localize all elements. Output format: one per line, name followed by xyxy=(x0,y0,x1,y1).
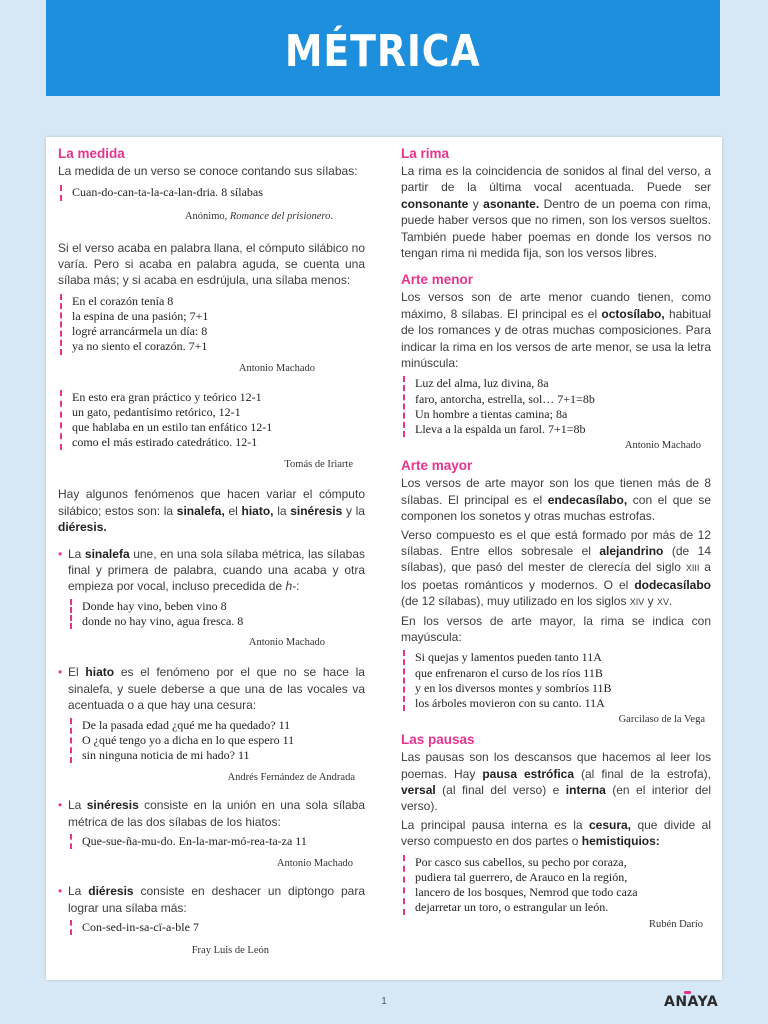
sineresis-text: La sinéresis consiste en la unión en una sola sílaba métrica de las dos sílabas de los hiatos: xyxy=(68,798,365,829)
verse-line: pudiera tal guerrero, de Arauco en la región, xyxy=(415,869,628,884)
sinalefa-text: La sinalefa une, en una sola sílaba métrica, las sílabas final y primera de palabra, cuando una acaba y otra empieza por vocal, incluso precedida de h-: xyxy=(68,546,365,594)
verse-line: De la pasada edad ¿qué me ha quedado? 11 xyxy=(82,717,291,732)
verse-attribution: Anónimo, Romance del prisionero. xyxy=(184,210,333,222)
verse-line: En esto era gran práctico y teórico 12-1 xyxy=(72,389,262,404)
verse-example xyxy=(70,718,365,764)
verse-example xyxy=(70,920,365,935)
title-banner xyxy=(46,0,720,96)
verse-example xyxy=(403,650,711,711)
verse-line: los árboles movieron con su canto. 11A xyxy=(415,695,605,710)
heading-la-medida: La medida xyxy=(58,146,125,161)
verse-attribution: Tomás de Iriarte xyxy=(284,459,353,471)
verse-line: Si quejas y lamentos pueden tanto 11A xyxy=(415,650,602,665)
verse-line: y en los diversos montes y sombríos 11B xyxy=(415,680,612,695)
heading-arte-menor: Arte menor xyxy=(401,272,474,288)
bullet-sineresis xyxy=(58,797,365,869)
bullet-hiato xyxy=(58,664,365,783)
verse-attribution: Andrés Fernández de Andrada xyxy=(227,772,355,784)
medida-intro: La medida de un verso se conoce contando sus sílabas: xyxy=(58,164,358,178)
verse-line: Por casco sus cabellos, su pecho por coraza, xyxy=(415,854,627,869)
verse-line: Lleva a la espalda un farol. 7+1=8b xyxy=(415,422,586,437)
heading-arte-mayor: Arte mayor xyxy=(401,458,473,474)
verse-line: un gato, pedantísimo retórico, 12-1 xyxy=(72,404,241,419)
arte-mayor-p3: En los versos de arte mayor, la rima se indica con mayúscula: xyxy=(401,613,711,644)
content-card xyxy=(46,137,722,980)
verse-line: ya no siento el corazón. 7+1 xyxy=(72,339,208,354)
verse-attribution: Antonio Machado xyxy=(238,362,315,374)
verse-line: Con-sed-in-sa-cï-a-ble 7 xyxy=(82,919,199,934)
verse-attribution: Rubén Darío xyxy=(649,919,703,931)
heading-las-pausas: Las pausas xyxy=(401,732,475,748)
section-arte-menor xyxy=(401,271,711,451)
verse-attribution: Antonio Machado xyxy=(276,858,353,870)
page-title: MÉTRICA xyxy=(285,25,481,77)
left-column xyxy=(58,145,365,956)
pausas-p1: Las pausas son los descansos que hacemos al leer los poemas. Hay pausa estrófica (al final de la estrofa), versal (al final del verso) e interna (en el interior del verso). xyxy=(401,750,711,814)
verse-example xyxy=(70,599,365,629)
verse-attribution: Antonio Machado xyxy=(248,637,325,649)
verse-example xyxy=(403,855,711,916)
heading-la-rima: La rima xyxy=(401,146,450,161)
bullet-dot: • xyxy=(58,546,63,561)
bullet-sinalefa xyxy=(58,546,365,649)
section-arte-mayor xyxy=(401,457,711,725)
verse-example xyxy=(70,834,365,849)
verse-line: sin ninguna noticia de mi hado? 11 xyxy=(82,747,250,762)
fenomenos-paragraph: Hay algunos fenómenos que hacen variar el cómputo silábico; estos son: la sinalefa, el hiato, la sinéresis y la diéresis. xyxy=(58,487,365,535)
verse-line: En el corazón tenía 8 xyxy=(72,293,174,308)
verse-line: Luz del alma, luz divina, 8a xyxy=(415,376,549,391)
verse-line: que hablaba en un estilo tan enfático 12-1 xyxy=(72,420,273,435)
rima-text: La rima es la coincidencia de sonidos al final del verso, a partir de la última vocal acentuada. Puede ser consonante y asonante. Dentro de un poema con rima, puede haber versos que no rimen, son los versos sueltos. También puede haber poemas en donde los versos no tengan rima ni medida fija, son los versos libres. xyxy=(401,164,712,261)
verse-line: que enfrenaron el curso de los ríos 11B xyxy=(415,665,603,680)
bullet-dot: • xyxy=(58,665,63,680)
verse-line: Un hombre a tientas camina; 8a xyxy=(415,406,568,421)
verse-attribution: Garcilaso de la Vega xyxy=(618,714,705,726)
arte-mayor-p2: Verso compuesto es el que está formado por más de 12 sílabas. Entre ellos sobresale el alejandrino (de 14 sílabas), que pasó del mester de clerecía del siglo XIII a los poetas románticos y modernos. O el dodecasílabo (de 12 sílabas), muy utilizado en los siglos XIV y XV. xyxy=(401,527,711,609)
section-la-medida xyxy=(58,145,365,536)
hiato-text: El hiato es el fenómeno por el que no se hace la sinalefa, y suele deberse a que una de las vocales va acentuada o a que hay una cesura: xyxy=(68,665,365,713)
section-la-rima xyxy=(401,145,711,261)
publisher-logo: ANAYA xyxy=(664,994,719,1010)
verse-line: O ¿qué tengo yo a dicha en lo que espero 11 xyxy=(82,732,295,747)
verse-line: lancero de los bosques, Nemrod que todo caza xyxy=(415,885,638,899)
verse-line: dejarretar un toro, o estrangular un león. xyxy=(415,900,609,915)
verse-line: Cuan-do-can-ta-la-ca-lan-dria. 8 sílabas xyxy=(72,185,263,200)
arte-mayor-p1: Los versos de arte mayor son los que tienen más de 8 sílabas. El principal es el endecasílabo, con el que se componen los sonetos y otras muchas estrofas. xyxy=(401,476,712,524)
dieresis-text: La diéresis consiste en deshacer un diptongo para lograr una sílaba más: xyxy=(68,884,365,915)
verse-example xyxy=(403,376,711,437)
verse-line: Donde hay vino, beben vino 8 xyxy=(82,598,227,613)
bullet-dot: • xyxy=(58,884,63,899)
verse-example xyxy=(60,294,365,355)
verse-line: donde no hay vino, agua fresca. 8 xyxy=(82,614,244,629)
verse-example xyxy=(60,390,365,451)
section-las-pausas xyxy=(401,731,711,930)
arte-menor-text: Los versos son de arte menor cuando tienen, como máximo, 8 sílabas. El principal es el octosílabo, habitual de los romances y de otras muchas composiciones. Para indicar la rima en los versos de arte menor, se usa la letra minúscula: xyxy=(401,290,711,371)
verse-line: faro, antorcha, estrella, sol… 7+1=8b xyxy=(415,391,595,406)
bullet-dieresis xyxy=(58,883,365,956)
verse-line: Que-sue-ña-mu-do. En-la-mar-mó-rea-ta-za 11 xyxy=(82,833,307,848)
verse-example xyxy=(60,185,365,200)
page-number: 1 xyxy=(381,996,387,1007)
verse-line: la espina de una pasión; 7+1 xyxy=(72,309,209,324)
verse-attribution: Antonio Machado xyxy=(624,440,701,452)
pausas-p2: La principal pausa interna es la cesura, que divide al verso compuesto en dos partes o hemistiquios: xyxy=(401,817,711,849)
verse-attribution: Fray Luis de León xyxy=(191,945,269,957)
bullet-dot: • xyxy=(58,798,63,813)
verse-line: como el más estirado catedrático. 12-1 xyxy=(72,435,258,450)
verse-line: logré arrancármela un día: 8 xyxy=(72,324,208,339)
medida-paragraph: Si el verso acaba en palabra llana, el cómputo silábico no varía. Pero si acaba en palabra aguda, se cuenta una sílaba más; y si acaba en esdrújula, una sílaba menos: xyxy=(58,240,365,288)
right-column xyxy=(401,145,711,930)
